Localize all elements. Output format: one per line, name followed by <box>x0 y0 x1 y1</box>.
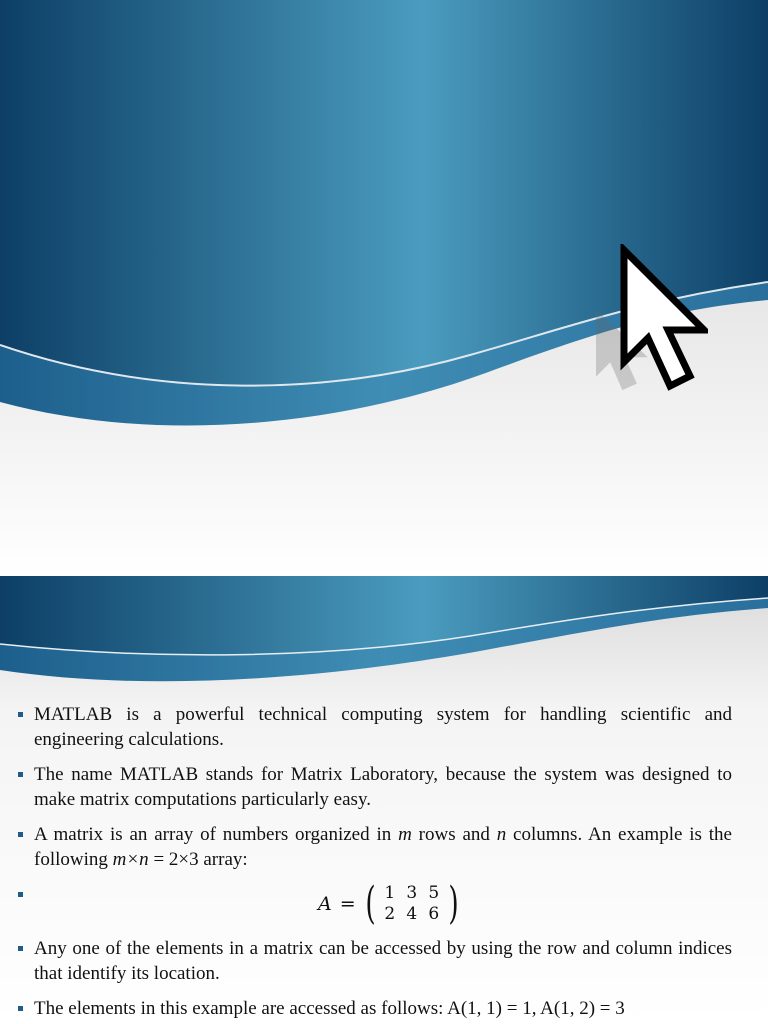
matrix-cell: 2 <box>384 904 396 924</box>
var-m: m <box>398 824 412 845</box>
matrix-equation <box>318 878 462 929</box>
matrix-cell: 3 <box>406 883 418 903</box>
bullet-text: = 2×3 array: <box>148 849 248 870</box>
bullet-text: Any one of the elements in a matrix can be accessed by using the row and column indices that identify its location. <box>34 938 732 984</box>
bullet-text: The elements in this example are accessed as follows: A(1, 1) = 1, A(1, 2) = 3 <box>34 998 625 1019</box>
bullet-text: columns. An example is the following <box>34 824 732 870</box>
matrix-grid <box>379 883 445 925</box>
bullet-text: rows and <box>411 824 497 845</box>
matrix-cell: 6 <box>428 904 440 924</box>
var-mxn: m×n <box>112 849 149 870</box>
var-n: n <box>496 824 507 845</box>
equals-sign: = <box>339 892 356 915</box>
right-paren: ) <box>448 878 459 929</box>
left-paren: ( <box>365 878 376 929</box>
mouse-pointer-icon <box>596 244 708 420</box>
bullet-text: MATLAB is a powerful technical computing system for handling scientific and engineering calculations. <box>34 704 732 750</box>
list-item <box>0 762 768 812</box>
bullet-text: The name MATLAB stands for Matrix Laboratory, because the system was designed to make matrix computations particularly easy. <box>34 764 732 810</box>
bullet-text: A matrix is an array of numbers organized in <box>34 824 399 845</box>
matrix-cell: 5 <box>428 883 440 903</box>
list-item <box>0 702 768 752</box>
matrix-cell: 1 <box>384 883 396 903</box>
matrix-cell: 4 <box>406 904 418 924</box>
list-item-matrix <box>0 878 768 929</box>
list-item <box>0 996 768 1021</box>
list-item <box>0 822 768 872</box>
bullet-list <box>0 702 768 1024</box>
list-item <box>0 936 768 986</box>
content-slide <box>0 576 768 1024</box>
matrix-variable: A <box>318 892 332 915</box>
